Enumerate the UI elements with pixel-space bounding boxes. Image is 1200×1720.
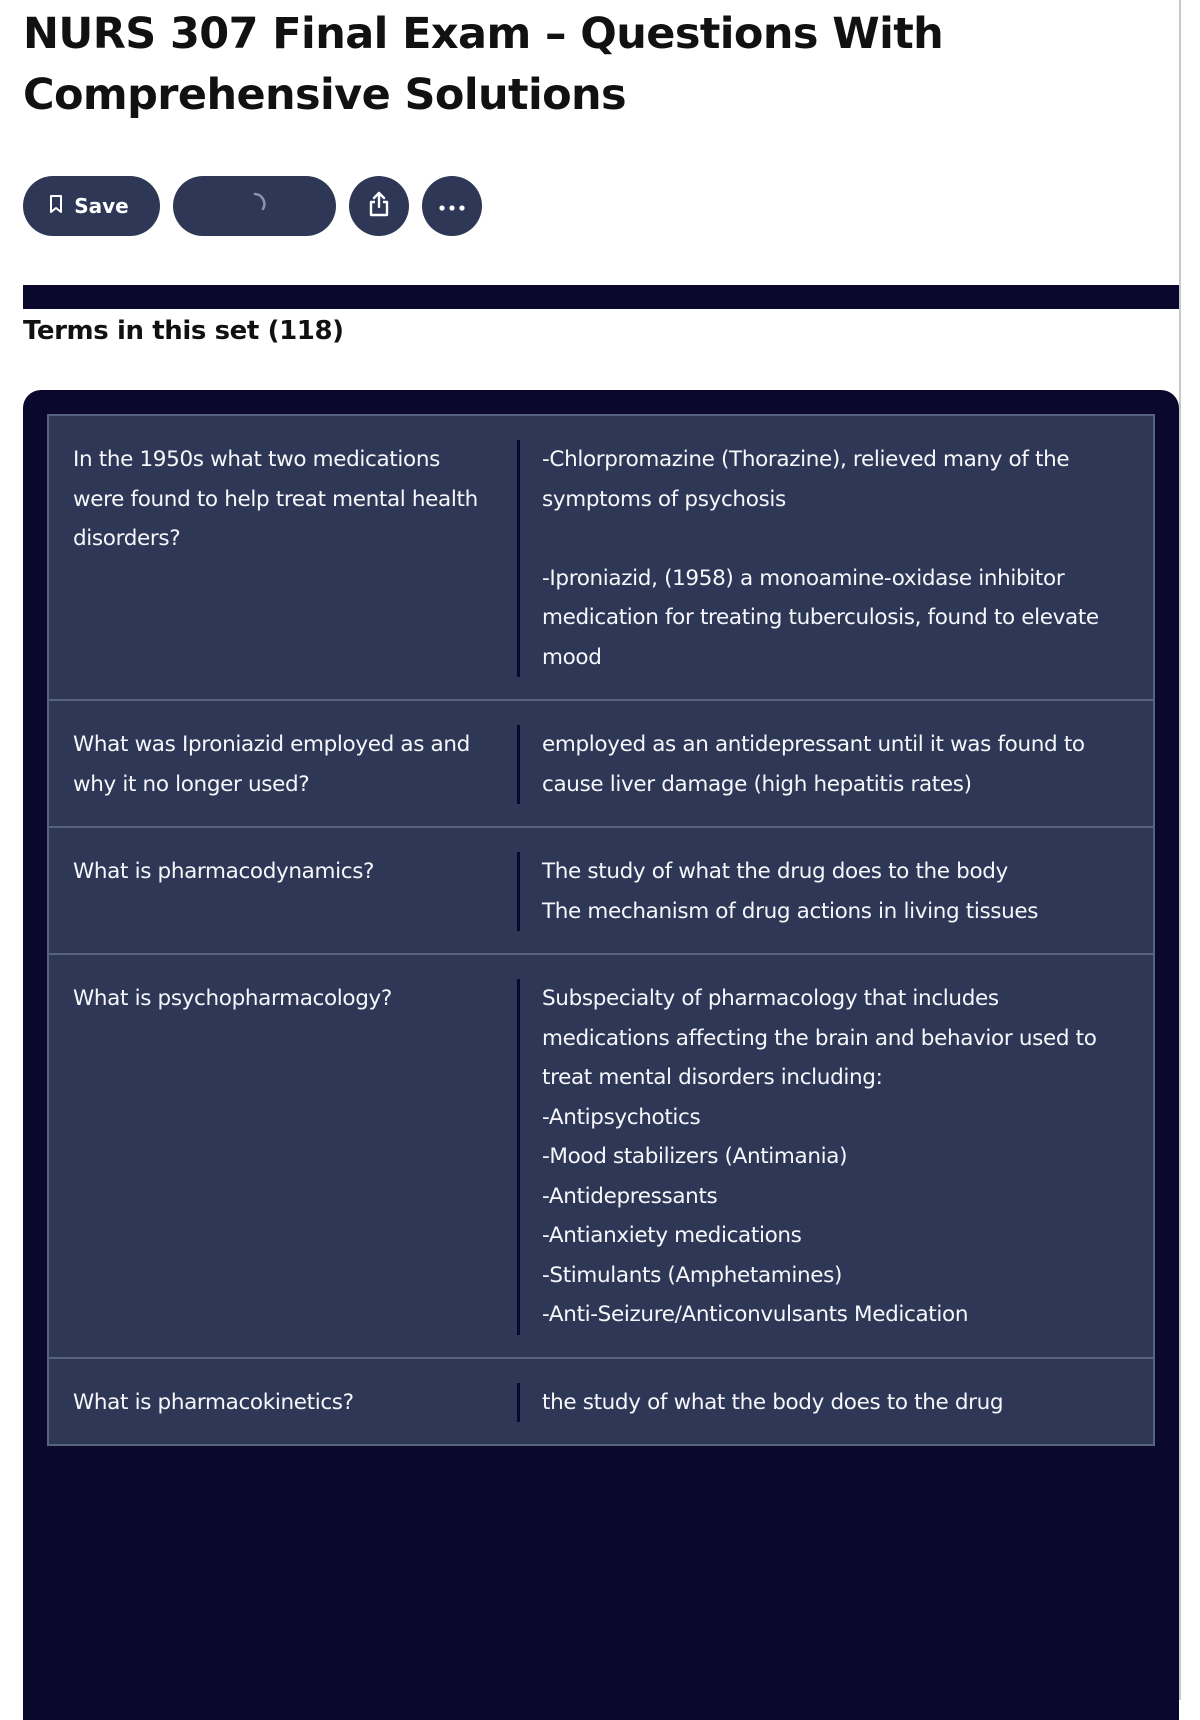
definition-text: the study of what the body does to the drug bbox=[542, 1389, 1004, 1415]
save-button[interactable] bbox=[23, 176, 160, 236]
action-toolbar bbox=[23, 176, 482, 236]
term-side bbox=[49, 725, 520, 804]
more-button[interactable] bbox=[422, 176, 482, 236]
term-side bbox=[49, 979, 520, 1335]
term-row[interactable] bbox=[47, 699, 1155, 828]
more-horizontal-icon bbox=[437, 197, 467, 216]
term-text: In the 1950s what two medications were found to help treat mental health disorders? bbox=[73, 447, 478, 551]
term-side bbox=[49, 1383, 520, 1423]
spinner-icon bbox=[242, 191, 268, 221]
term-row[interactable] bbox=[47, 1357, 1155, 1447]
definition-text: Subspecialty of pharmacology that includes medications affecting the brain and behavior used to treat mental disorders including: -Antipsychotics -Mood stabilizers (Antimania) -Antidepressants -Antianxiety medications -Stimulants (Amphetamines) -Anti-Seizure/Anticonvulsants Medication bbox=[542, 986, 1097, 1327]
definition-side bbox=[520, 1383, 1153, 1423]
definition-text: -Chlorpromazine (Thorazine), relieved many of the symptoms of psychosis -Iproniazid, (1958) a monoamine-oxidase inhibitor medication for treating tuberculosis, found to elevate mood bbox=[542, 447, 1099, 670]
page-edge-rule bbox=[1179, 0, 1181, 1700]
term-text: What is pharmacokinetics? bbox=[73, 1389, 354, 1415]
share-button[interactable] bbox=[349, 176, 409, 236]
definition-side bbox=[520, 440, 1153, 677]
definition-text: The study of what the drug does to the body The mechanism of drug actions in living tissues bbox=[542, 859, 1039, 924]
definition-side bbox=[520, 725, 1153, 804]
definition-text: employed as an antidepressant until it was found to cause liver damage (high hepatitis rates) bbox=[542, 732, 1085, 797]
term-row[interactable] bbox=[47, 826, 1155, 955]
bookmark-icon bbox=[48, 194, 64, 219]
term-side bbox=[49, 440, 520, 677]
definition-side bbox=[520, 852, 1153, 931]
term-text: What is pharmacodynamics? bbox=[73, 859, 375, 884]
save-button-label: Save bbox=[74, 194, 129, 218]
loading-button[interactable] bbox=[173, 176, 336, 236]
term-row[interactable] bbox=[47, 953, 1155, 1359]
definition-side bbox=[520, 979, 1153, 1335]
term-text: What was Iproniazid employed as and why it no longer used? bbox=[73, 732, 470, 797]
term-text: What is psychopharmacology? bbox=[73, 986, 392, 1011]
share-icon bbox=[366, 190, 392, 222]
page-title: NURS 307 Final Exam – Questions With Comprehensive Solutions bbox=[23, 9, 944, 120]
term-side bbox=[49, 852, 520, 931]
term-list bbox=[47, 414, 1155, 1446]
term-row[interactable] bbox=[47, 414, 1155, 701]
section-divider bbox=[23, 285, 1179, 309]
term-list-panel bbox=[23, 390, 1179, 1720]
terms-count-heading: Terms in this set (118) bbox=[23, 316, 344, 346]
